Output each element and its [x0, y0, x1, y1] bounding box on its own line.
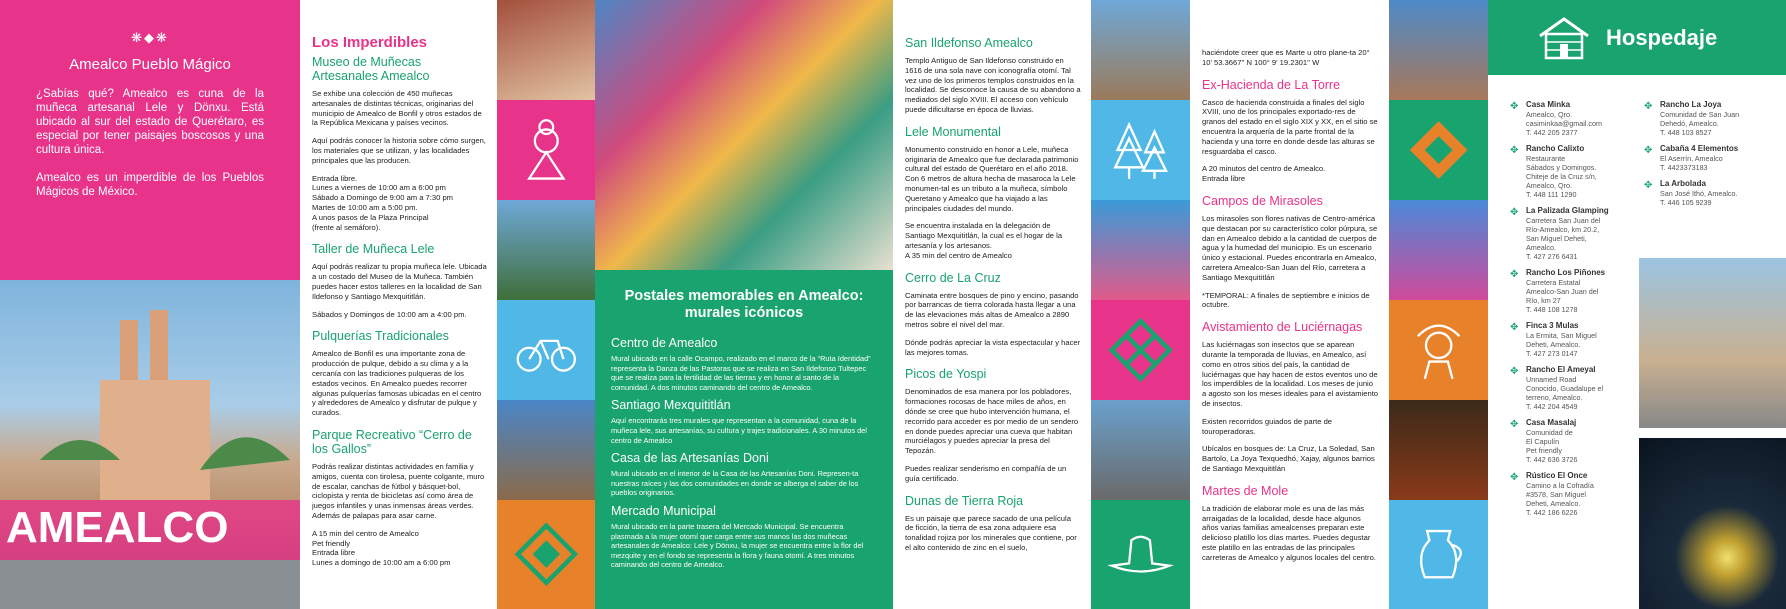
lodging-name: Cabaña 4 Elementos [1660, 144, 1739, 153]
lodging-name: Rancho El Ameyal [1526, 365, 1596, 374]
museo-hours: Entrada libre. Lunes a viernes de 10:00 am a 6:00 pm Sábado a Domingo de 9:00 am a 7:30 pm Martes de 10:00 am a 5:00 pm. A unos pasos de la Plaza Principal (frente al semáforo). [312, 173, 453, 232]
lodging-name: La Arbolada [1660, 179, 1706, 188]
lodging-details: Comunidad de El Capulín Pet friendly T. 442 636 3726 [1526, 428, 1578, 464]
location-icon: ✥ [1644, 101, 1653, 112]
mural-santiago-text: Aquí encontrarás tres murales que representan a la comunidad, cuna de la muñeca lele, sus artesanías, su cultura y trajes tradicionales. A 30 minutos del centro de Amealco [611, 416, 867, 445]
artisan-photo [497, 0, 595, 100]
lodging-name: Finca 3 Mulas [1526, 321, 1579, 330]
hacienda-text: Casco de hacienda construida a finales del siglo XVIII, uno de los principales exportado-res de granos del estado en el siglo XIX y XX, en el sitio se encuentra la arquería de la parte frontal de la hacienda y una torre en donde desde las alturas se resguardaba el casco. [1202, 97, 1378, 156]
mirasoles-season: *TEMPORAL: A finales de septiembre e inicios de octubre. [1202, 290, 1370, 310]
lodging-item [1510, 100, 1640, 137]
parque-text: Podrás realizar distintas actividades en familia y amigos, cuenta con tirolesa, puente colgante, muro de escalar, canchas de fútbol y básquet-bol, ciclopista y renta de bicicletas así como área de juegos infantiles y unas inmensas áreas verdes. Además de palapas para asar carne. [312, 461, 485, 520]
imperdibles-title: Los Imperdibles [312, 34, 428, 51]
glamping-tent-photo [1639, 438, 1786, 609]
aqueduct-photo [1389, 0, 1488, 100]
taller-hours: Sábados y Domingos de 10:00 am a 4:00 pm. [312, 309, 467, 319]
lodging-item [1510, 268, 1640, 314]
museo-heading: Museo de Muñecas Artesanales Amealco [312, 55, 430, 83]
church-ruins-photo [1091, 0, 1190, 100]
pine-trees-icon [1106, 115, 1175, 185]
bicycle-icon [512, 315, 581, 385]
lodging-details: Unnamed Road Conocido, Guadalupe el terreno, Amealco. T. 442 204 4549 [1526, 375, 1604, 411]
location-icon: ✥ [1510, 322, 1519, 333]
location-icon: ✥ [1644, 145, 1653, 156]
taller-heading: Taller de Muñeca Lele [312, 242, 435, 257]
lodging-details: El Aserrín, Amealco T. 4423373183 [1660, 154, 1723, 172]
intro-panel [0, 0, 300, 280]
lodging-item [1510, 365, 1640, 411]
murals-section [595, 270, 893, 609]
lodging-details: Carretera San Juan del Río-Amealco, km 20.2, San Miguel Deheti, Amealco. T. 427 276 6431 [1526, 216, 1601, 261]
dunas-text: Es un paisaje que parece sacado de una película de ficción, la tierra de esa zona adquiere esa tonalidad rojiza por los minerales que contiene, por el alto contenido de zinc en el suelo, [905, 513, 1077, 552]
luciernagas-text-3: Ubícalos en bosques de: La Cruz, La Soledad, San Bartolo, La Joya Texquedhó, Xajay, algunos barrios de Santiago Mexquititlán [1202, 444, 1375, 473]
lele-monumental-location: Se encuentra instalada en la delegación de Santiago Mexquititlán, la cual es el hogar de la artesanía y los artesanos. A 35 min del centro de Amealco [905, 221, 1063, 260]
lodging-item [1644, 144, 1784, 172]
mirasoles-heading: Campos de Mirasoles [1202, 193, 1323, 208]
hospedaje-list-right [1644, 100, 1784, 214]
lodging-name: Casa Minka [1526, 100, 1571, 109]
dunas-heading: Dunas de Tierra Roja [905, 493, 1024, 508]
lodging-name: Rancho La Joya [1660, 100, 1722, 109]
location-icon: ✥ [1510, 269, 1519, 280]
intro-title: Amealco Pueblo Mágico [69, 56, 231, 73]
intro-text-2: Amealco es un imperdible de los Pueblos Mágicos de México. [36, 172, 264, 198]
attractions-column [893, 0, 1091, 609]
lele-monumental-heading: Lele Monumental [905, 124, 1001, 139]
jug-tile [1389, 500, 1488, 609]
lele-monumental-text: Monumento construido en honor a Lele, muñeca originaria de Amealco que fue declarada patrimonio cultural del estado de Querétaro en el año 2018. Con 6 metros de altura hecha de masarocа la Lele monumen-tal es un tributo a la muñeca, símbolo Queretano y Amealco que ha viajado a las principales ciudades del mundo. [905, 144, 1079, 213]
mole-photo [1389, 400, 1488, 500]
agave-photo [497, 200, 595, 300]
picos-yospi-heading: Picos de Yospi [905, 367, 987, 382]
mural-doni-text: Mural ubicado en el interior de la Casa de las Artesanías Doni. Represen-ta nuestras raíces y las dos comunidades en donde se alberga el saber de los pueblos originarios. [611, 469, 859, 498]
lodging-details: La Ermita, San Miguel Deheti, Amealco. T. 427 273 0147 [1526, 331, 1597, 358]
location-icon: ✥ [1510, 419, 1519, 430]
murals-title: Postales memorables en Amealco: murales icónicos [624, 288, 864, 321]
hospedaje-list-left [1510, 100, 1640, 524]
lodging-details: Restaurante Sábados y Domingos. Chiteje de la Cruz s/n, Amealco, Qro. T. 448 111 1290 [1526, 154, 1597, 199]
hospedaje-header [1488, 0, 1786, 75]
mural-centro-text: Mural ubicado en la calle Ocampo, realizado en el marco de la “Ruta Identidad” representa la Danza de las Pastoras que se realiza en San Ildefonso Tultepec que se realiza para la fertilidad de las tierras y en honor al santo de la comunidad. A dos minutos caminando del centro de Amealco. [611, 354, 871, 392]
clay-jug-icon [1404, 516, 1473, 592]
lodging-item [1644, 100, 1784, 137]
mural-santiago-heading: Santiago Mexquititlán [611, 398, 731, 413]
embroidery-icon-2 [1106, 315, 1175, 385]
location-icon: ✥ [1510, 145, 1519, 156]
lodging-item [1510, 471, 1640, 517]
lodging-name: Rancho Calixto [1526, 144, 1585, 153]
diamond-tile [1091, 300, 1190, 400]
location-icon: ✥ [1510, 207, 1519, 218]
svg-text:AMEALCO: AMEALCO [6, 503, 229, 552]
picos-yospi-text: Denominados de esa manera por los pobladores, formaciones rocosas de hace miles de años, en dónde se cree que hubo intervención humana, el recorrido para acceder es por medio de un sendero en donde puedes apreciar una cueva que habitan murciélagos y puedes apreciar la presa del Tepozán. [905, 387, 1079, 456]
rock-formations-photo [1091, 400, 1190, 500]
mural-photo [595, 0, 893, 270]
cerro-cruz-text-2: Dónde podrás apreciar la vista espectacular y hacer las mejores tomas. [905, 337, 1081, 357]
embroidery-icon-3 [1404, 115, 1473, 185]
hacienda-heading: Ex-Hacienda de La Torre [1202, 77, 1341, 92]
logo-mark: ❋◆❋ [131, 30, 169, 45]
san-ildefonso-text: Templo Antiguo de San Ildefonso construido en 1616 de una sola nave con iconografía otomí. Tal vez uno de los primeros templos construidos en la localidad. Se desconoce la causa de su abandono a mediados del siglo XVIII. El acceso con vehículo puede dificultarse en época de lluvias. [905, 56, 1081, 114]
lodging-details: Comunidad de San Juan Dehedó, Amealco. T. 448 103 8527 [1660, 110, 1740, 137]
pulquerias-heading: Pulquerías Tradicionales [312, 329, 449, 344]
mirasoles-text: Los mirasoles son flores nativas de Centro-américa que destacan por su característico color púrpura, se dan en Amealco debido a la cantidad de cuerpos de agua y la humedad del municipio. Es un escenario único y estacional. Puedes encontrarla en Amealco, carretera Amealco-San Juan del Río, carretera a Santiago Mexquititlán [1202, 213, 1378, 282]
location-icon: ✥ [1510, 472, 1519, 483]
pattern-tile [497, 500, 595, 609]
location-icon: ✥ [1510, 366, 1519, 377]
trees-tile [1091, 100, 1190, 200]
san-ildefonso-heading: San Ildefonso Amealco [905, 36, 1033, 50]
lodging-item [1510, 144, 1640, 199]
hat-icon [1106, 516, 1175, 592]
intro-text: ¿Sabías qué? Amealco es cuna de la muñeca artesanal Lele y Dönxu. Está ubicado al sur del estado de Querétaro, es especial por tener paisajes boscosos y una cultura única. [36, 88, 264, 156]
luciernagas-text: Las luciérnagas son insectos que se aparean durante la temporada de lluvias, en Amealco, así como en otros sitios del país, la cantidad de luciérnagas que hay hacen de estos eventos uno de los imperdibles de la localidad. Los meses de junio a agosto son los meses ideales para el avistamiento de insectos. [1202, 340, 1379, 408]
lodging-details: Amealco, Qro. casiminkaa@gmail.com T. 442 205 2377 [1526, 110, 1602, 137]
bicycle-tile [497, 300, 595, 400]
mural-centro-heading: Centro de Amealco [611, 336, 718, 350]
location-icon: ✥ [1510, 101, 1519, 112]
lodging-item [1510, 206, 1640, 261]
woman-tile [1389, 300, 1488, 400]
lodging-name: Casa Masalaj [1526, 418, 1577, 427]
lodging-item [1510, 418, 1640, 464]
church-illustration [0, 280, 300, 609]
doll-icon [512, 115, 581, 185]
hacienda-info: A 20 minutos del centro de Amealco. Entrada libre [1202, 164, 1326, 184]
cosmos-field-photo [1389, 200, 1488, 300]
lodging-details: San José Ithó, Amealco. T. 446 105 9239 [1660, 189, 1738, 207]
lodging-details: Camino a la Cofradía #3578, San Miguel Deheti, Amealco. T. 442 186 6226 [1526, 481, 1594, 517]
amealco-church-photo [0, 280, 300, 609]
museo-text: Se exhibe una colección de 450 muñecas artesanales de distintas técnicas, originarias del municipio de Amealco de Bonfil y otros estados de la República Mexicana y países vecinos. [312, 89, 482, 128]
lodging-item [1644, 179, 1784, 207]
lele-monument-photo [1091, 200, 1190, 300]
mole-heading: Martes de Mole [1202, 483, 1289, 498]
coordinates-text: haciéndote creer que es Marte u otro plane-ta 20° 10' 53.3667'' N 100° 9' 19.2301'' W [1202, 48, 1370, 67]
cabin-photo [1639, 258, 1786, 428]
parque-heading: Parque Recreativo “Cerro de los Gallos” [312, 427, 472, 456]
cerro-cruz-text: Caminata entre bosques de pino y encino, pasando por barrancas de tierra colorada hasta llegar a una de las elevaciones más altas de Amealco a 2890 metros sobre el nivel del mar. [905, 290, 1079, 329]
luciernagas-text-2: Existen recorridos guiados de parte de touroperadoras. [1202, 416, 1333, 436]
hospedaje-title: Hospedaje [1606, 24, 1718, 50]
museo-text-2: Aquí podrás conocer la historia sobre cómo surgen, los materiales que se utilizan, y las localidades principales que las producen. [312, 136, 486, 165]
mural-mercado-text: Mural ubicado en la parte trasera del Mercado Municipal. Se encuentra plasmada a la mujer otomí que carga entre sus manos las dos muñecas artesanales de Amealco: Lele y Dönxu, la mujer se encuentra entre la flor del mezquite y en el fondo se representa la flora y fauna otomí. A tres minutos caminando del centro de Amealco. [611, 521, 864, 570]
otomi-woman-icon [1404, 315, 1473, 385]
mural-doni-heading: Casa de las Artesanías Doni [611, 451, 769, 466]
luciernagas-heading: Avistamiento de Luciérnagas [1202, 320, 1363, 335]
pulquerias-text: Amealco de Bonfil es una importante zona de producción de pulque, debido a su clima y a la cercanía con las tradiciones pulqueras de los estados vecinos. En Amealco puedes recorrer algunas pulquerías famosas ubicadas en el centro y alrededores de Amealco y disfrutar de pulque y curados. [312, 349, 482, 418]
tirolesa-photo [497, 400, 595, 500]
cerro-cruz-heading: Cerro de La Cruz [905, 270, 1001, 285]
parque-info: A 15 min del centro de Amealco Pet friendly Entrada libre Lunes a domingo de 10:00 am a 6:00 pm [312, 528, 451, 568]
orange-diamond-tile [1389, 100, 1488, 200]
lele-doll-tile [497, 100, 595, 200]
lodging-name: Rancho Los Piñones [1526, 268, 1606, 277]
taller-text: Aquí podrás realizar tu propia muñeca lele. Ubicada a un costado del Museo de la Muñeca. También puedes hacer estos talleres en la localidad de San Ildefonso y Santiago Mexquititlán. [312, 262, 487, 301]
cabin-icon [1538, 16, 1590, 60]
lodging-item [1510, 321, 1640, 358]
mural-mercado-heading: Mercado Municipal [611, 503, 716, 518]
imperdibles-column [300, 0, 497, 609]
lodging-name: La Palizada Glamping [1526, 206, 1609, 215]
lodging-name: Rústico El Once [1526, 471, 1588, 480]
hat-tile [1091, 500, 1190, 609]
mole-text: La tradición de elaborar mole es una de las más arraigadas de la localidad, desde hace algunos años varias familias amealcenses preparan este delicioso platillo los días martes. Puedes degustar este platillo en las entradas de las principales carreteras de Amealco y algunos locales del centro. [1202, 503, 1376, 562]
embroidery-icon [512, 516, 581, 592]
picos-yospi-text-2: Puedes realizar senderismo en compañía de un guía certificado. [905, 463, 1067, 483]
attractions-column-2 [1190, 0, 1389, 609]
lodging-details: Carretera Estatal Amealco-San Juan del Río, km 27 T. 448 108 1278 [1526, 278, 1599, 314]
location-icon: ✥ [1644, 180, 1653, 191]
